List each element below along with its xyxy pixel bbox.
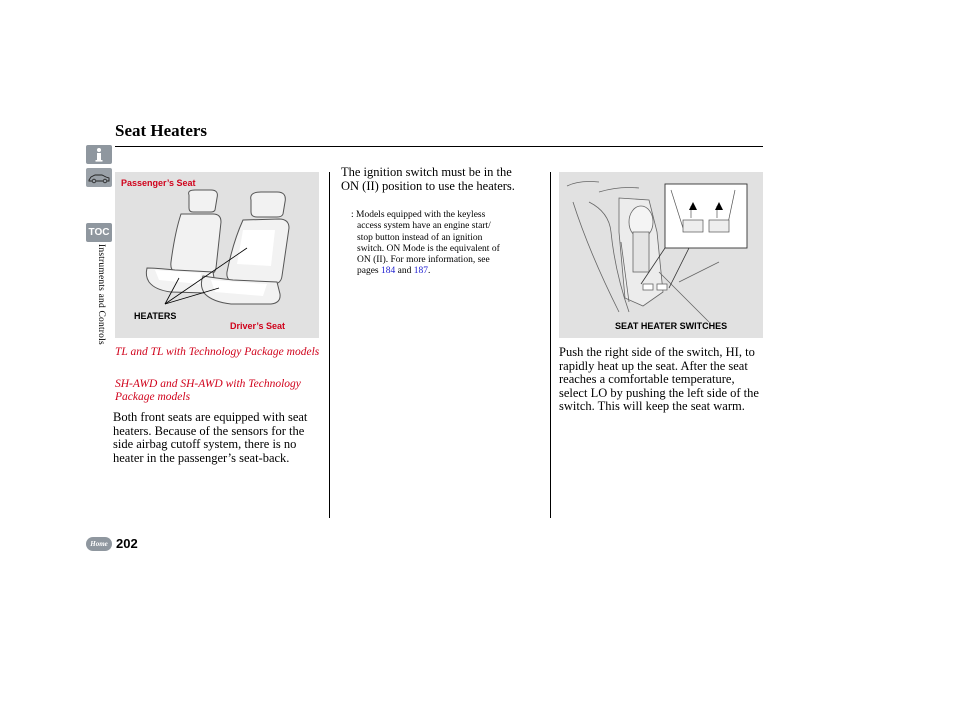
model-note-1: TL and TL with Technology Package models <box>115 346 320 358</box>
model-note-2: SH-AWD and SH-AWD with Technology Package models <box>115 378 301 403</box>
column-divider-1 <box>329 172 330 518</box>
footnote-line: access system have an engine start/ <box>357 221 491 232</box>
page-link-184[interactable]: 184 <box>381 266 396 277</box>
page-title: Seat Heaters <box>115 121 208 140</box>
switch-figure-label: SEAT HEATER SWITCHES <box>615 321 728 331</box>
column-divider-2 <box>550 172 551 518</box>
page-number: 202 <box>116 536 138 551</box>
seat-figure <box>115 172 319 338</box>
passenger-seat-label: Passenger’s Seat <box>121 178 196 188</box>
footnote-line: : Models equipped with the keyless <box>351 210 486 220</box>
car-icon[interactable] <box>86 168 112 187</box>
home-button[interactable] <box>86 537 112 551</box>
section-label: Instruments and Controls <box>96 244 106 345</box>
footnote-line: ON (II). For more information, see <box>357 255 490 266</box>
ignition-line-1: The ignition switch must be in the <box>341 165 512 179</box>
footnote-and: and <box>397 266 412 277</box>
right-paragraph: Push the right side of the switch, HI, to rapidly heat up the seat. After the seat reaches a comfortable temperature, select LO by pushing the left side of the switch. This will keep the seat warm. <box>559 345 759 413</box>
page-link-187[interactable]: 187 <box>413 266 428 277</box>
footnote-period: . <box>427 266 431 277</box>
footnote-line: stop button instead of an ignition <box>357 232 483 243</box>
footnote-pages-prefix: pages <box>357 266 379 277</box>
toc-label: TOC <box>88 227 110 238</box>
toc-button[interactable] <box>86 223 112 242</box>
footnote-line: switch. ON Mode is the equivalent of <box>357 243 500 254</box>
left-paragraph: Both front seats are equipped with seat heaters. Because of the sensors for the side airbag cutoff system, there is no heater in the passenger’s seat-back. <box>113 410 308 465</box>
switch-figure <box>559 172 763 338</box>
ignition-line-2: ON (II) position to use the heaters. <box>341 179 515 193</box>
driver-seat-label: Driver’s Seat <box>230 321 286 331</box>
heaters-label: HEATERS <box>134 311 177 321</box>
home-label: Home <box>90 540 108 548</box>
info-icon[interactable] <box>86 145 112 164</box>
title-rule <box>115 146 763 147</box>
footnote <box>351 210 531 278</box>
